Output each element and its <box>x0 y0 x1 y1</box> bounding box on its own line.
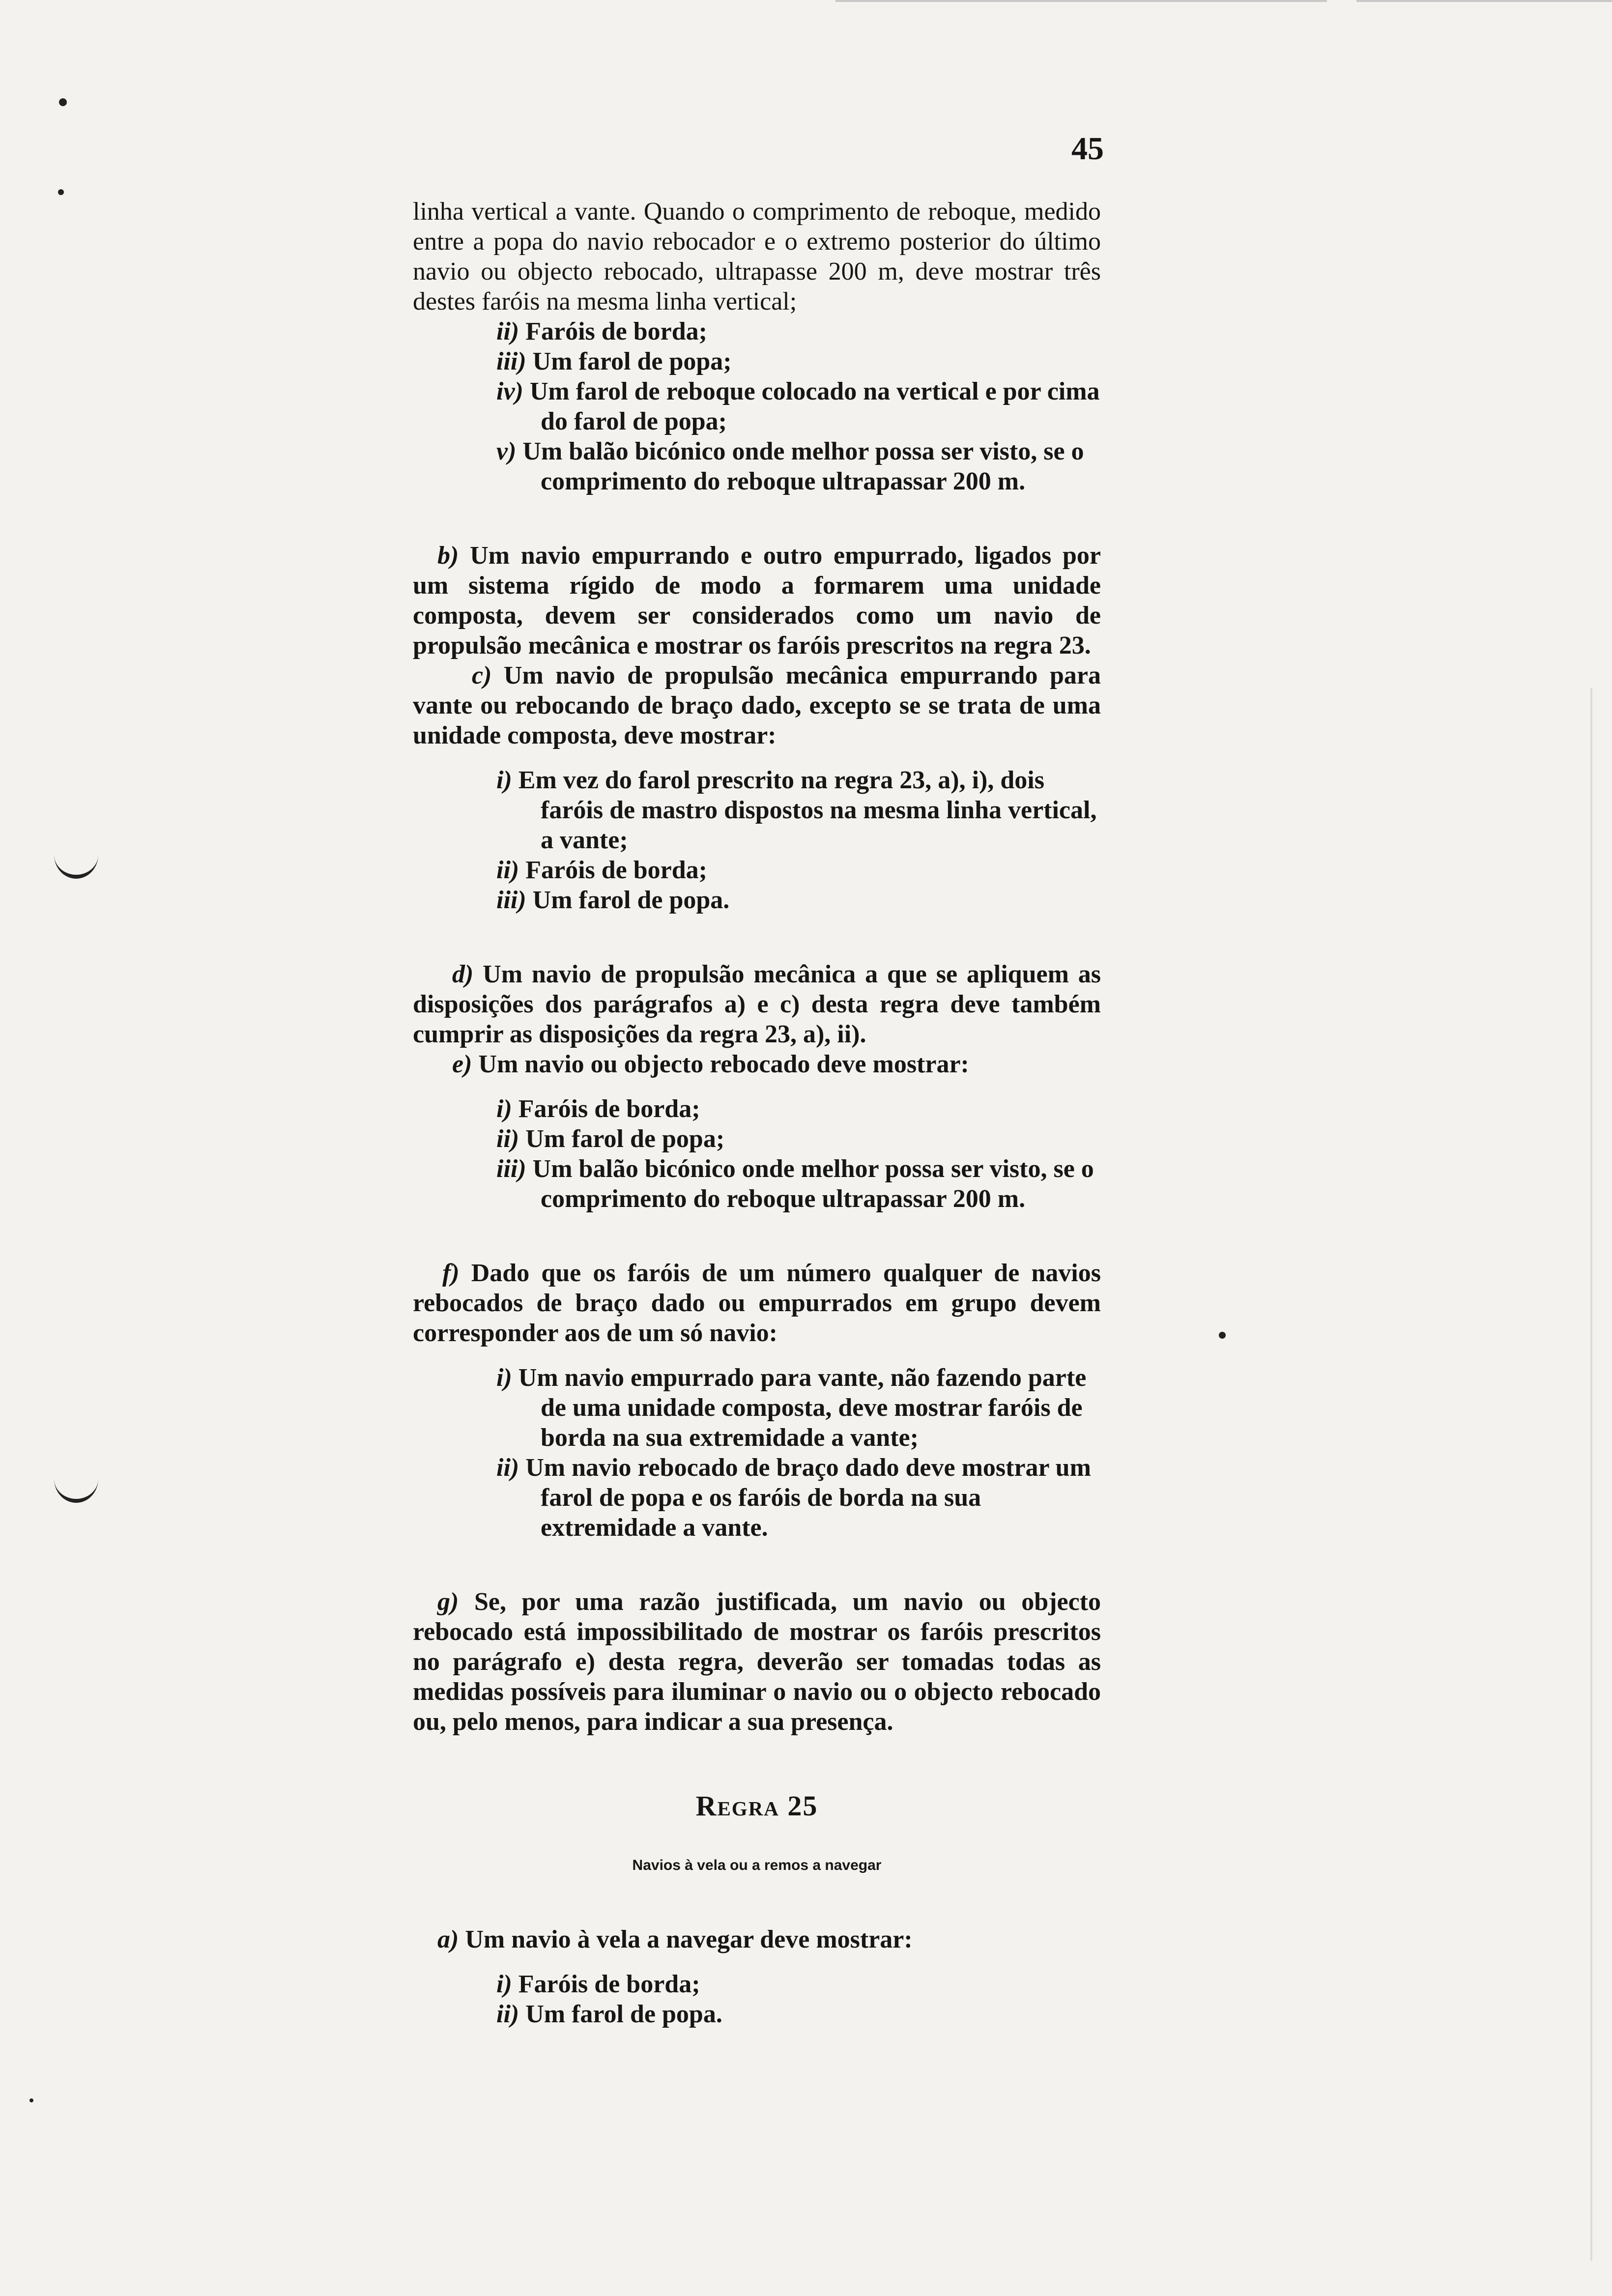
paragraph-d: d) Um navio de propulsão mecânica a que se apliquem as disposições dos parágrafos a) e c) desta regra deve também cumprir as disposições da regra 23, a), ii). <box>413 960 1101 1048</box>
list-25a <box>413 1969 1101 2029</box>
punch-hole-upper <box>54 831 98 879</box>
scan-speck <box>29 2098 33 2102</box>
rule-title: Regra 25 <box>695 1790 818 1822</box>
list-c <box>413 765 1101 915</box>
list-item: i) Faróis de borda; <box>496 1970 700 1998</box>
punch-hole-lower <box>54 1455 98 1503</box>
paragraph-b: b) Um navio empurrando e outro empurrado, ligados por um sistema rígido de modo a formarem uma unidade composta, devem ser considerados como um navio de propulsão mecânica e mostrar os faróis prescritos na regra 23. <box>413 542 1101 660</box>
list-item: v) Um balão bicónico onde melhor possa ser visto, se o comprimento do reboque ultrapassar 200 m. <box>496 437 1084 495</box>
list-item: ii) Faróis de borda; <box>496 856 707 884</box>
scan-top-edge-right <box>1356 0 1612 2</box>
paragraph-25a: a) Um navio à vela a navegar deve mostrar: <box>437 1925 913 1953</box>
continuation-paragraph: linha vertical a vante. Quando o comprimento de reboque, medido entre a popa do navio rebocador e o extremo posterior do último navio ou objecto rebocado, ultrapasse 200 m, deve mostrar três destes faróis na mesma linha vertical; <box>413 198 1101 316</box>
scan-speck <box>59 98 67 106</box>
list-e <box>413 1094 1101 1214</box>
scan-top-edge-left <box>835 0 1327 2</box>
list-item: ii) Um navio rebocado de braço dado deve mostrar um farol de popa e os faróis de borda na sua extremidade a vante. <box>496 1454 1091 1542</box>
list-item: ii) Um farol de popa. <box>496 2000 722 2028</box>
paragraph-c: c) Um navio de propulsão mecânica empurrando para vante ou rebocando de braço dado, excepto se se trata de uma unidade composta, deve mostrar: <box>413 661 1101 749</box>
list-item: iii) Um balão bicónico onde melhor possa ser visto, se o comprimento do reboque ultrapassar 200 m. <box>496 1155 1094 1213</box>
list-item: i) Em vez do farol prescrito na regra 23, a), i), dois faróis de mastro dispostos na mesma linha vertical, a vante; <box>496 766 1097 854</box>
list-item: ii) Faróis de borda; <box>496 317 707 345</box>
list-f <box>413 1363 1101 1543</box>
list-item: iii) Um farol de popa; <box>496 347 732 375</box>
rule-subtitle: Navios à vela ou a remos a navegar <box>632 1857 882 1873</box>
list-a <box>413 316 1101 496</box>
list-item: iii) Um farol de popa. <box>496 886 730 914</box>
scan-speck <box>58 189 64 195</box>
paragraph-f: f) Dado que os faróis de um número qualquer de navios rebocados de braço dado ou empurrados em grupo devem corresponder aos de um só navio: <box>413 1259 1101 1347</box>
list-item: iv) Um farol de reboque colocado na vertical e por cima do farol de popa; <box>496 377 1100 435</box>
list-item: i) Um navio empurrado para vante, não fazendo parte de uma unidade composta, deve mostrar faróis de borda na sua extremidade a vante; <box>496 1364 1087 1452</box>
paragraph-e: e) Um navio ou objecto rebocado deve mostrar: <box>452 1050 969 1078</box>
scan-right-edge <box>1590 688 1592 2261</box>
text-column <box>413 197 1101 2029</box>
list-item: i) Faróis de borda; <box>496 1095 700 1123</box>
page-number: 45 <box>1071 131 1104 167</box>
scan-speck <box>1219 1332 1226 1339</box>
paragraph-g: g) Se, por uma razão justificada, um navio ou objecto rebocado está impossibilitado de mostrar os faróis prescritos no parágrafo e) desta regra, deverão ser tomadas todas as medidas possíveis para iluminar o navio ou o objecto rebocado ou, pelo menos, para indicar a sua presença. <box>413 1588 1101 1736</box>
list-item: ii) Um farol de popa; <box>496 1125 725 1153</box>
